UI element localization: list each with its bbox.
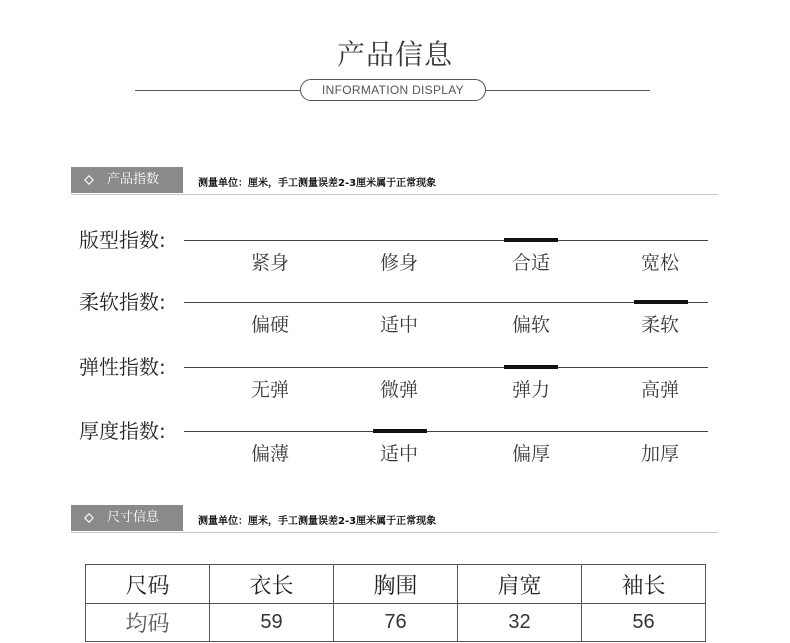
index-scale-line: [184, 367, 708, 368]
index-level: 紧身: [250, 252, 289, 274]
table-row: [86, 604, 706, 642]
index-level: 偏软: [511, 314, 550, 336]
index-section-divider: [71, 194, 718, 195]
size-section-badge: [71, 505, 183, 531]
index-scale-line: [184, 240, 708, 241]
index-scale-line: [184, 302, 708, 303]
size-table-header: 衣长: [210, 565, 334, 604]
size-table-cell: 56: [582, 604, 706, 642]
size-section-label: 尺寸信息: [107, 510, 160, 525]
size-section-divider: [71, 532, 718, 533]
size-table-cell: 均码: [86, 604, 210, 642]
size-table-cell: 76: [334, 604, 458, 642]
index-name: 厚度指数:: [79, 419, 166, 443]
page-title: 产品信息: [336, 38, 453, 71]
index-scale-line: [184, 431, 708, 432]
index-marker: [504, 365, 558, 369]
index-level: 微弹: [379, 379, 418, 401]
index-level: 高弹: [640, 379, 679, 401]
index-name: 版型指数:: [79, 228, 166, 252]
index-marker: [634, 300, 688, 304]
diamond-icon: [84, 175, 94, 185]
index-level: 偏硬: [250, 314, 289, 336]
size-table-cell: 32: [458, 604, 582, 642]
size-table-header: 袖长: [582, 565, 706, 604]
index-level: 无弹: [250, 379, 289, 401]
index-level: 偏薄: [250, 443, 289, 465]
size-table-header: 胸围: [334, 565, 458, 604]
index-level: 宽松: [640, 252, 679, 274]
index-level: 合适: [511, 252, 550, 274]
index-level: 弹力: [511, 379, 550, 401]
subtitle-pill: INFORMATION DISPLAY: [300, 79, 486, 101]
index-name: 柔软指数:: [79, 290, 166, 314]
size-table-header: 尺码: [86, 565, 210, 604]
index-section-label: 产品指数: [107, 172, 160, 187]
index-marker: [373, 429, 427, 433]
size-section-note: 测量单位：厘米，手工测量误差2-3厘米属于正常现象: [198, 516, 437, 527]
index-level: 修身: [379, 252, 418, 274]
size-table: [85, 564, 706, 642]
size-table-cell: 59: [210, 604, 334, 642]
diamond-icon: [84, 513, 94, 523]
index-level: 适中: [379, 314, 418, 336]
index-level: 偏厚: [511, 443, 550, 465]
size-table-header: 肩宽: [458, 565, 582, 604]
size-table-header-row: [86, 565, 706, 604]
index-level: 柔软: [640, 314, 679, 336]
index-section-badge: [71, 167, 183, 193]
index-section-note: 测量单位：厘米，手工测量误差2-3厘米属于正常现象: [198, 178, 437, 189]
index-name: 弹性指数:: [79, 355, 166, 379]
index-marker: [504, 238, 558, 242]
index-level: 适中: [379, 443, 418, 465]
index-level: 加厚: [640, 443, 679, 465]
